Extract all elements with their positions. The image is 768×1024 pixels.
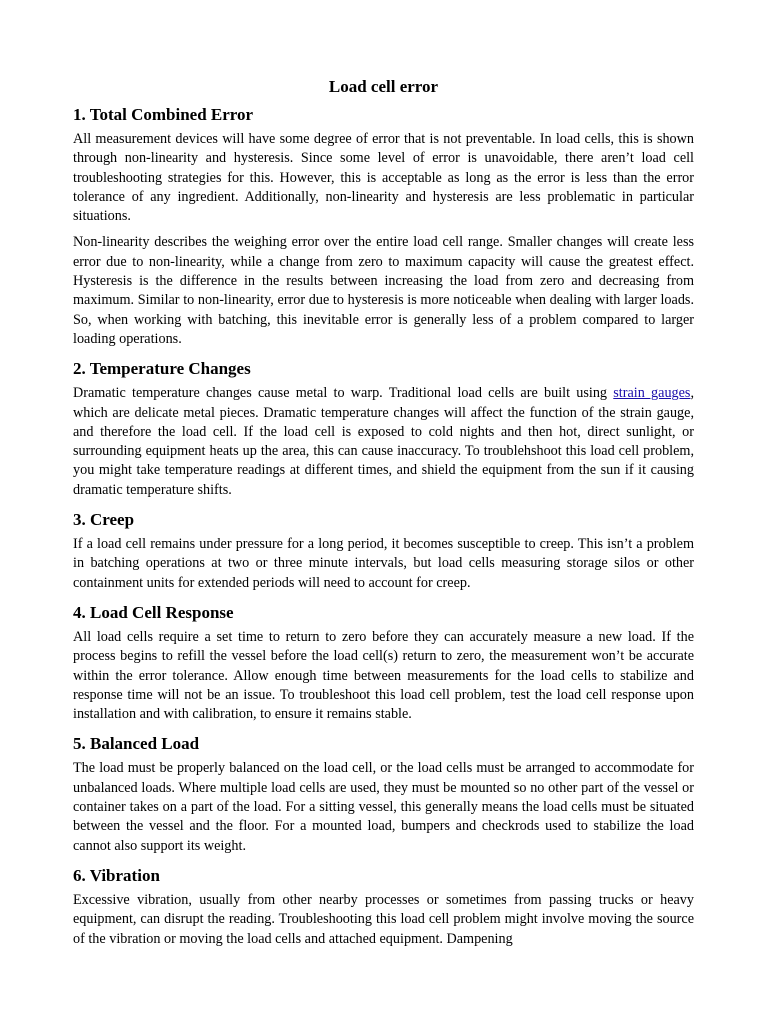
section-heading: 3. Creep — [73, 510, 135, 530]
page-title: Load cell error — [328, 77, 439, 96]
paragraph: All measurement devices will have some degree of error that is not preventable. In load cells, this is shown through non-linearity and hysteresis. Since some level of error is unavoidable, there aren’t load cell troubleshooting strategies for this. However, this is acceptable as long as the error is less than the error tolerance of any ingredient. Additionally, non-linearity and hysteresis are less problematic in particular situations. — [73, 131, 694, 225]
paragraph: Excessive vibration, usually from other nearby processes or sometimes from passing trucks or heavy equipment, can disrupt the reading. Troubleshooting this load cell problem might involve moving the source of the vibration or moving the load cells and attached equipment. Dampening — [73, 891, 694, 947]
paragraph: Non-linearity describes the weighing error over the entire load cell range. Smaller changes will create less error due to non-linearity, while a change from zero to maximum capacity will cause the greatest effect. Hysteresis is the difference in the results between increasing the load from zero and decreasing from maximum. Similar to non-linearity, error due to hysteresis is more noticeable when dealing with larger loads. So, when working with batching, this inevitable error is generally less of a problem compared to larger loading operations. — [73, 234, 694, 347]
paragraph: All load cells require a set time to return to zero before they can accurately measure a new load. If the process begins to refill the vessel before the load cell(s) return to zero, the measurement won’t be accurate within the error tolerance. Allow enough time between measurements for the load cells to stabilize and response time will not be an issue. To troubleshoot this load cell problem, test the load cell response upon installation and with calibration, to ensure it remains stable. — [73, 628, 694, 723]
paragraph: The load must be properly balanced on the load cell, or the load cells must be arranged to accommodate for unbalanced loads. Where multiple load cells are used, they must be mounted so no other part of the vessel or container takes on a part of the load. For a sitting vessel, this generally means the load cells must be situated between the vessel and the floor. For a mounted load, bumpers and checkrods used to stabilize the load cannot also support its weight. — [73, 760, 694, 854]
strain-gauges-link[interactable]: strain gauges — [613, 385, 691, 402]
section-heading: 2. Temperature Changes — [73, 359, 251, 379]
section-total-combined-error — [73, 104, 694, 349]
paragraph-text: Dramatic temperature changes cause metal to warp. Traditional load cells are built using — [73, 385, 614, 402]
section-heading: 6. Vibration — [73, 865, 160, 885]
section-creep — [73, 509, 694, 593]
paragraph — [73, 384, 694, 500]
paragraph: If a load cell remains under pressure for a long period, it becomes susceptible to creep. This isn’t a problem in batching operations at two or three minute intervals, but load cells measuring storage silos or other containment units for extended periods will need to account for creep. — [73, 536, 694, 591]
section-vibration — [73, 865, 694, 949]
paragraph-text: , which are delicate metal pieces. Dramatic temperature changes will affect the function of the strain gauge, and therefore the load cell. If the load cell is exposed to cold nights and then hot, direct sunlight, or surrounding equipment heats up the area, this can cause inaccuracy. To troublehshoot this load cell problem, you might take temperature readings at different times, and shield the equipment from the sun if it causing dramatic temperature shifts. — [73, 385, 694, 498]
section-balanced-load — [73, 733, 694, 855]
document-body — [73, 76, 694, 956]
section-heading: 4. Load Cell Response — [73, 602, 234, 622]
section-load-cell-response — [73, 602, 694, 724]
section-heading: 5. Balanced Load — [73, 734, 200, 754]
section-temperature-changes — [73, 358, 694, 500]
section-heading: 1. Total Combined Error — [73, 105, 254, 124]
